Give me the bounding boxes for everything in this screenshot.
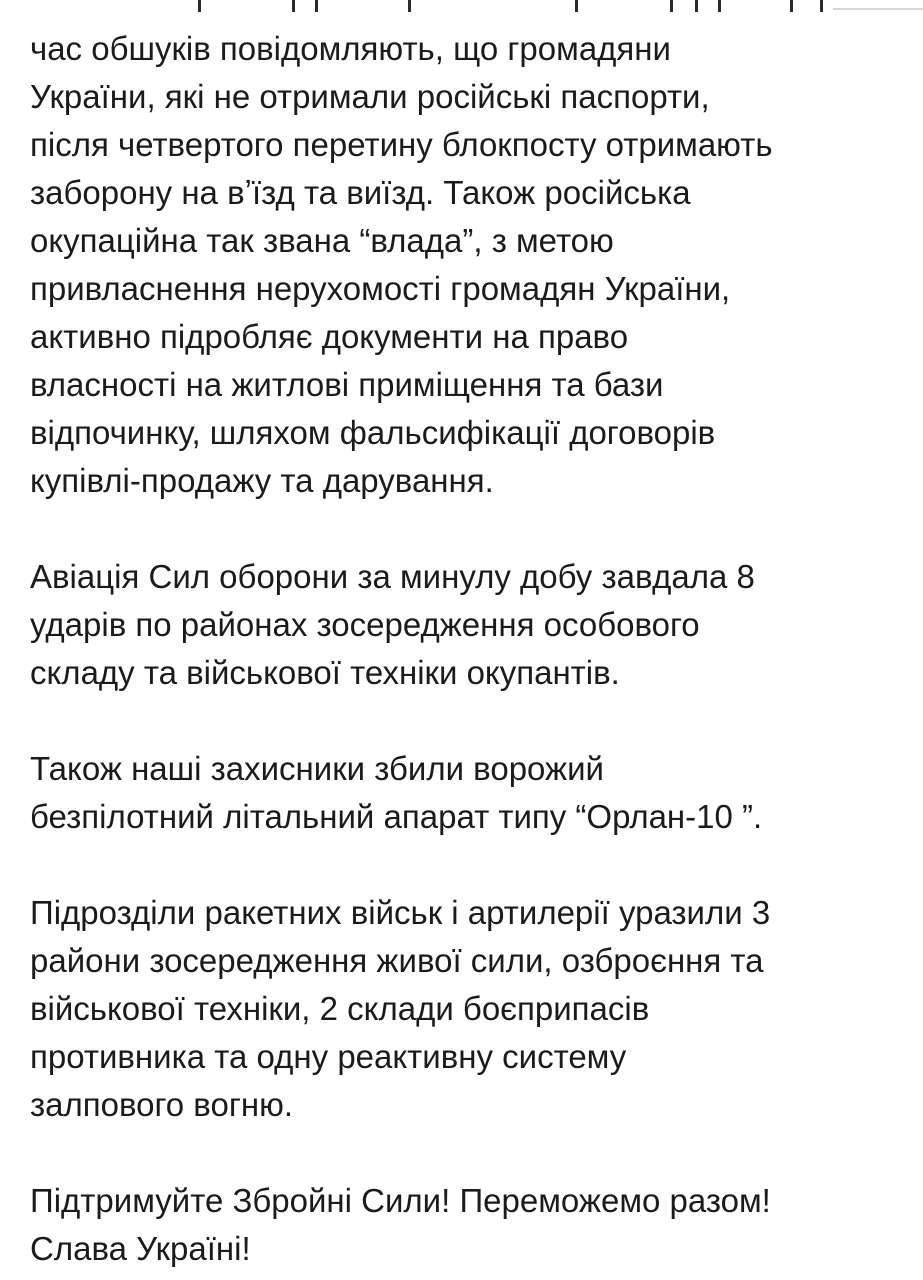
paragraph-closing-message: Підтримуйте Збройні Сили! Переможемо разом! Слава Україні! bbox=[30, 1182, 771, 1267]
cropped-text-line bbox=[30, 0, 830, 14]
top-divider bbox=[833, 8, 923, 10]
paragraph-drone-downed: Також наші захисники збили ворожий безпілотний літальний апарат типу “Орлан-10 ”. bbox=[30, 750, 763, 835]
paragraph-occupation-measures: час обшуків повідомляють, що громадяни України, які не отримали російські паспорти, після четвертого перетину блокпосту отримають заборону на вʼїзд та виїзд. Також російська окупаційна так звана “влада”, з метою привласнення нерухомості громадян України, активно підробляє документи на право власності на житлові приміщення та бази відпочинку, шляхом фальсифікації договорів купівлі-продажу та дарування. bbox=[30, 30, 773, 499]
post-body bbox=[30, 25, 910, 1273]
paragraph-aviation-strikes: Авіація Сил оборони за минулу добу завдала 8 ударів по районах зосередження особового складу та військової техніки окупантів. bbox=[30, 558, 755, 691]
paragraph-artillery-strikes: Підрозділи ракетних військ і артилерії уразили 3 райони зосередження живої сили, озброєння та військової техніки, 2 склади боєприпасів противника та одну реактивну систему залпового вогню. bbox=[30, 894, 771, 1123]
